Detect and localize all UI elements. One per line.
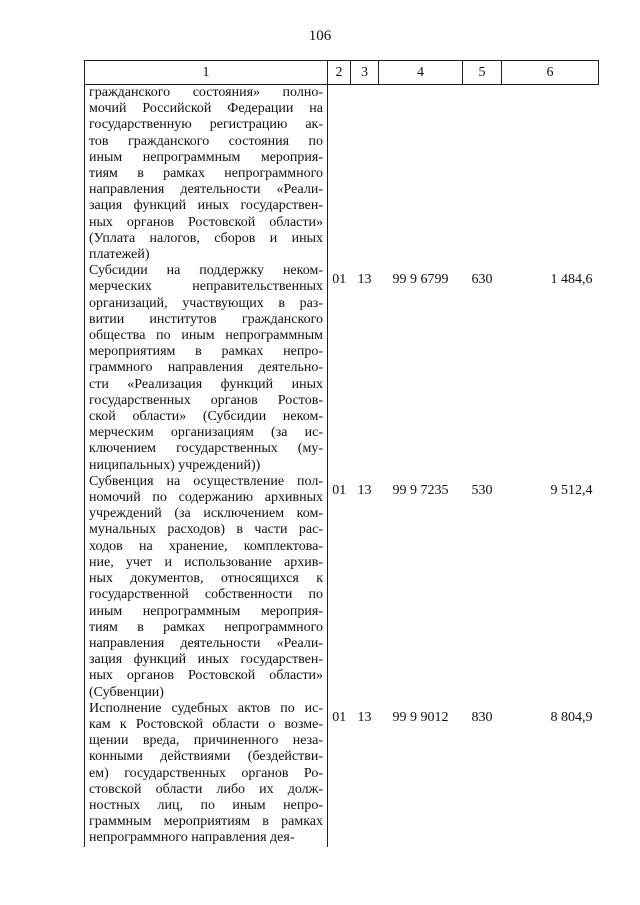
description-line: тов гражданского состояния по [89,133,323,149]
description-line: Субсидии на поддержку неком- [89,263,323,279]
description-line: мерческих неправительственных [89,279,323,295]
description-line: ниципальных) учреждений)) [89,457,261,473]
description-line: общества по иным непрограммным [89,328,323,344]
description-line: ем) государственных органов Ро- [89,765,323,781]
table-row [85,85,599,264]
description-line: конными действиями (бездействи- [89,749,323,765]
table-header-row [85,61,599,85]
column-header-5: 5 [463,61,502,85]
cell-col-5: 830 [471,709,493,725]
description-line: ностных лиц, по иным непро- [89,797,323,813]
description-line: (Субвенции) [89,684,164,700]
description-line: (Уплата налогов, сборов и иных [89,230,323,246]
description-line: ние, учет и использование архив- [89,554,323,570]
description-line: граммным мероприятиям в рамках [89,814,323,830]
description-line: ных органов Ростовской области» [89,214,323,230]
cell-col-4 [379,85,463,264]
cell-col-6 [502,85,599,264]
table-row [85,701,599,847]
cell-col-3: 13 [357,272,372,288]
description-line: мунальных расходов) в части рас- [89,522,323,538]
description-line: тиям в рамках непрограммного [89,619,323,635]
description-line: Субвенция на осуществление пол- [89,473,323,489]
description-line: стовской области либо их долж- [89,781,323,797]
cell-col-5: 530 [471,482,493,498]
row-description [85,85,328,264]
table-row [85,474,599,701]
description-line: непрограммного направления дея- [89,830,295,846]
cell-col-3: 13 [357,482,372,498]
description-line: зация функций иных государствен- [89,652,323,668]
description-line: Исполнение судебных актов по ис- [89,700,323,716]
description-line: государственную регистрацию ак- [89,117,323,133]
description-line: направления деятельности «Реали- [89,182,323,198]
description-line: граммного направления деятельно- [89,360,323,376]
description-line: тиям в рамках непрограммного [89,166,323,182]
cell-col-2: 01 [332,482,347,498]
table-body [85,85,599,847]
cell-col-5: 630 [471,272,493,288]
column-header-1: 1 [85,61,328,85]
description-line: сти «Реализация функций иных [89,376,323,392]
table-row [85,263,599,474]
description-line: зация функций иных государствен- [89,198,323,214]
column-header-3: 3 [351,61,379,85]
description-line: организаций, участвующих в раз- [89,295,323,311]
cell-col-2 [328,85,351,264]
row-description [85,701,328,847]
description-line: иным непрограммным мероприя- [89,603,323,619]
page-number: 106 [308,28,332,44]
row-description [85,263,328,474]
description-line: витии институтов гражданского [89,311,323,327]
description-line: гражданского состояния» полно- [89,85,323,100]
description-line: ской области» (Субсидии неком- [89,409,323,425]
cell-col-2: 01 [332,709,347,725]
budget-table [84,60,599,847]
cell-col-5 [463,85,502,264]
column-header-2: 2 [328,61,351,85]
description-line: номочий по содержанию архивных [89,490,323,506]
description-line: государственной собственности по [89,587,323,603]
column-header-4: 4 [379,61,463,85]
cell-col-6: 1 484,6 [550,272,593,288]
description-line: мероприятиям в рамках непро- [89,344,323,360]
cell-col-3 [351,85,379,264]
description-line: учреждений (за исключением ком- [89,506,323,522]
description-line: кам к Ростовской области о возме- [89,716,323,732]
description-line: ключением государственных (му- [89,441,323,457]
description-line: иным непрограммным мероприя- [89,149,323,165]
description-line: мочий Российской Федерации на [89,101,323,117]
cell-col-2: 01 [332,272,347,288]
cell-col-4: 99 9 9012 [392,709,449,725]
column-header-6: 6 [502,61,599,85]
row-description [85,474,328,701]
cell-col-4: 99 9 7235 [392,482,449,498]
cell-col-6: 8 804,9 [550,709,593,725]
description-line: мерческим организациям (за ис- [89,425,323,441]
description-line: ных органов Ростовской области» [89,668,323,684]
description-line: направления деятельности «Реали- [89,635,323,651]
cell-col-3: 13 [357,709,372,725]
cell-col-4: 99 9 6799 [392,272,449,288]
description-line: ных документов, относящихся к [89,571,323,587]
description-line: ходов на хранение, комплектова- [89,538,323,554]
description-line: платежей) [89,247,150,263]
description-line: щении вреда, причиненного неза- [89,733,323,749]
description-line: государственных органов Ростов- [89,392,323,408]
cell-col-6: 9 512,4 [550,482,593,498]
